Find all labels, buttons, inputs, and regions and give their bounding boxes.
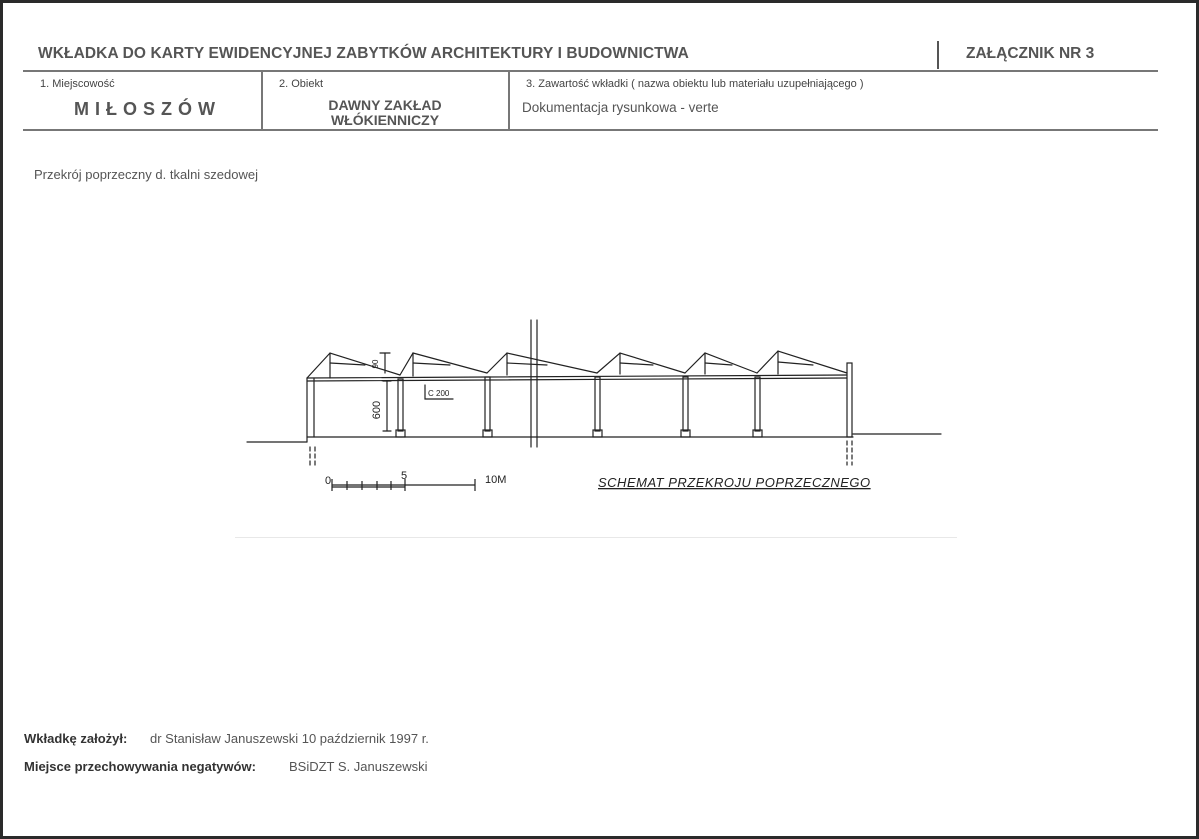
content-value: Dokumentacja rysunkowa - verte bbox=[522, 100, 719, 115]
bay-1-roof bbox=[307, 353, 400, 378]
cross-section-drawing bbox=[235, 315, 957, 538]
bay-2-strut bbox=[413, 363, 450, 365]
bay-3-strut bbox=[507, 363, 547, 365]
column-5 bbox=[755, 377, 760, 431]
columns bbox=[396, 377, 762, 437]
drawing-caption: Przekrój poprzeczny d. tkalni szedowej bbox=[34, 167, 258, 182]
bay-3-roof bbox=[487, 353, 597, 373]
column-4 bbox=[683, 377, 688, 431]
bay-6-strut bbox=[778, 362, 813, 365]
header-divider bbox=[937, 41, 939, 69]
fields-rule bbox=[23, 129, 1158, 131]
form-title: WKŁADKA DO KARTY EWIDENCYJNEJ ZABYTKÓW ARCHITEKTURY I BUDOWNICTWA bbox=[38, 45, 689, 62]
object-label: 2. Obiekt bbox=[279, 78, 324, 90]
negatives-label: Miejsce przechowywania negatywów: bbox=[24, 759, 256, 774]
founded-label: Wkładkę założył: bbox=[24, 731, 128, 746]
sawtooth-roof bbox=[307, 351, 847, 378]
scale-label-5: 5 bbox=[401, 470, 408, 482]
founded-value: dr Stanisław Januszewski 10 październik 1997 r. bbox=[150, 731, 429, 746]
header-rule bbox=[23, 70, 1158, 72]
field-divider-2 bbox=[508, 71, 510, 131]
height-label: 600 bbox=[371, 400, 383, 420]
scale-label-10: 10M bbox=[485, 474, 507, 486]
object-value-line-2: WŁÓKIENNICZY bbox=[330, 112, 440, 128]
annex-number: ZAŁĄCZNIK NR 3 bbox=[966, 45, 1095, 62]
content-label: 3. Zawartość wkładki ( nazwa obiektu lub materiału uzupełniającego ) bbox=[526, 78, 864, 90]
founded-row bbox=[24, 731, 429, 746]
drawing-title: SCHEMAT PRZEKROJU POPRZECZNEGO bbox=[598, 475, 871, 490]
negatives-row bbox=[24, 759, 428, 774]
column-2 bbox=[485, 377, 490, 431]
negatives-value: BSiDZT S. Januszewski bbox=[289, 759, 428, 774]
object-value bbox=[262, 98, 508, 128]
place-label: 1. Miejscowość bbox=[40, 78, 115, 90]
column-1 bbox=[398, 379, 403, 431]
right-wall bbox=[847, 363, 852, 437]
top-dim-label: 90 bbox=[371, 359, 380, 369]
bay-1-strut bbox=[330, 363, 365, 365]
tie-beam bbox=[307, 375, 847, 378]
place-value: MIŁOSZÓW bbox=[74, 99, 221, 119]
column-3 bbox=[595, 377, 600, 431]
object-value-line-1: DAWNY ZAKŁAD bbox=[328, 97, 442, 113]
bay-6-roof bbox=[757, 351, 847, 373]
bay-5-roof bbox=[685, 353, 757, 373]
cross-section-svg bbox=[235, 315, 957, 537]
bay-4-strut bbox=[620, 363, 653, 365]
beam-label: C 200 bbox=[428, 389, 450, 398]
bay-5-strut bbox=[705, 363, 732, 365]
scale-label-0: 0 bbox=[325, 475, 332, 487]
bay-4-roof bbox=[597, 353, 685, 373]
